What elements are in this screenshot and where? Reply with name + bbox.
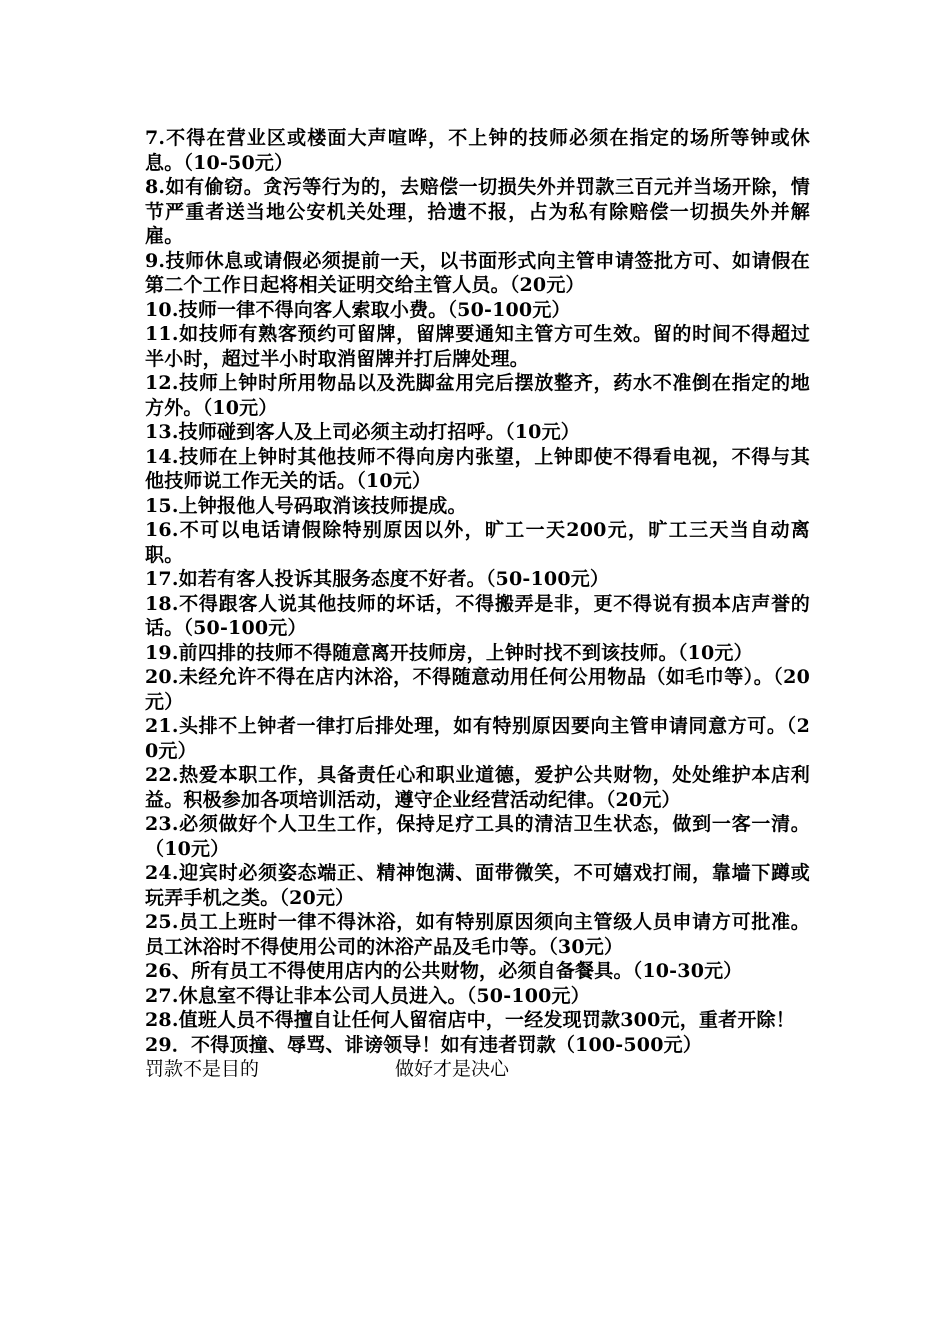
rule-17: 17.如若有客人投诉其服务态度不好者。（50-100元）: [145, 568, 610, 590]
rule-14: 14.技师在上钟时其他技师不得向房内张望，上钟即使不得看电视，不得与其他技师说工作无关的话。（10元）: [145, 445, 810, 492]
rule-24: 24.迎宾时必须姿态端正、精神饱满、面带微笑，不可嬉戏打闹，靠墙下蹲或玩弄手机之类。（20元）: [145, 862, 810, 909]
rule-19: 19.前四排的技师不得随意离开技师房，上钟时找不到该技师。（10元）: [145, 641, 753, 664]
rule-8: 8.如有偷窃。贪污等行为的，去赔偿一切损失外并罚款三百元并当场开除，情节严重者送当地公安机关处理，拾遗不报，占为私有除赔偿一切损失外并解雇。: [145, 176, 810, 247]
rule-10: 10.技师一律不得向客人索取小费。（50-100元）: [145, 298, 571, 321]
rule-13: 13.技师碰到客人及上司必须主动打招呼。（10元）: [145, 421, 580, 443]
rule-21: 21.头排不上钟者一律打后排处理，如有特别原因要向主管申请同意方可。（20元）: [145, 715, 810, 762]
rules-list: [145, 126, 810, 1057]
rule-20: 20.未经允许不得在店内沐浴，不得随意动用任何公用物品（如毛巾等）。（20元）: [145, 666, 810, 713]
rule-29: 29．不得顶撞、辱骂、诽谤领导！如有违者罚款（100-500元）: [145, 1033, 703, 1056]
closing-slogan: [145, 1057, 810, 1082]
rule-28: 28.值班人员不得擅自让任何人留宿店中，一经发现罚款300元，重者开除！: [145, 1009, 795, 1031]
slogan-left: 罚款不是目的: [145, 1058, 260, 1080]
rule-7: 7.不得在营业区或楼面大声喧哗，不上钟的技师必须在指定的场所等钟或休息。（10-50元）: [145, 127, 810, 174]
slogan-right: 做好才是决心: [395, 1058, 510, 1080]
rule-22: 22.热爱本职工作，具备责任心和职业道德，爱护公共财物，处处维护本店利益。积极参加各项培训活动，遵守企业经营活动纪律。（20元）: [145, 764, 810, 811]
rule-25: 25.员工上班时一律不得沐浴，如有特别原因须向主管级人员申请方可批准。员工沐浴时不得使用公司的沐浴产品及毛巾等。（30元）: [145, 911, 810, 958]
rule-11: 11.如技师有熟客预约可留牌，留牌要通知主管方可生效。留的时间不得超过半小时，超过半小时取消留牌并打后牌处理。: [145, 323, 810, 370]
rule-15: 15.上钟报他人号码取消该技师提成。: [145, 494, 467, 517]
rule-27: 27.休息室不得让非本公司人员进入。（50-100元）: [145, 984, 590, 1007]
rule-18: 18.不得跟客人说其他技师的坏话，不得搬弄是非，更不得说有损本店声誉的话。（50-100元）: [145, 592, 810, 639]
document-page: [145, 126, 810, 1082]
rule-16: 16.不可以电话请假除特别原因以外，旷工一天200元，旷工三天当自动离职。: [145, 519, 810, 566]
rule-9: 9.技师休息或请假必须提前一天，以书面形式向主管申请签批方可、如请假在第二个工作日起将相关证明交给主管人员。（20元）: [145, 249, 810, 296]
rule-26: 26、所有员工不得使用店内的公共财物，必须自备餐具。（10-30元）: [145, 960, 743, 982]
rule-23: 23.必须做好个人卫生工作，保持足疗工具的清洁卫生状态，做到一客一清。（10元）: [145, 813, 810, 860]
rule-12: 12.技师上钟时所用物品以及洗脚盆用完后摆放整齐，药水不准倒在指定的地方外。（10元）: [145, 372, 810, 419]
